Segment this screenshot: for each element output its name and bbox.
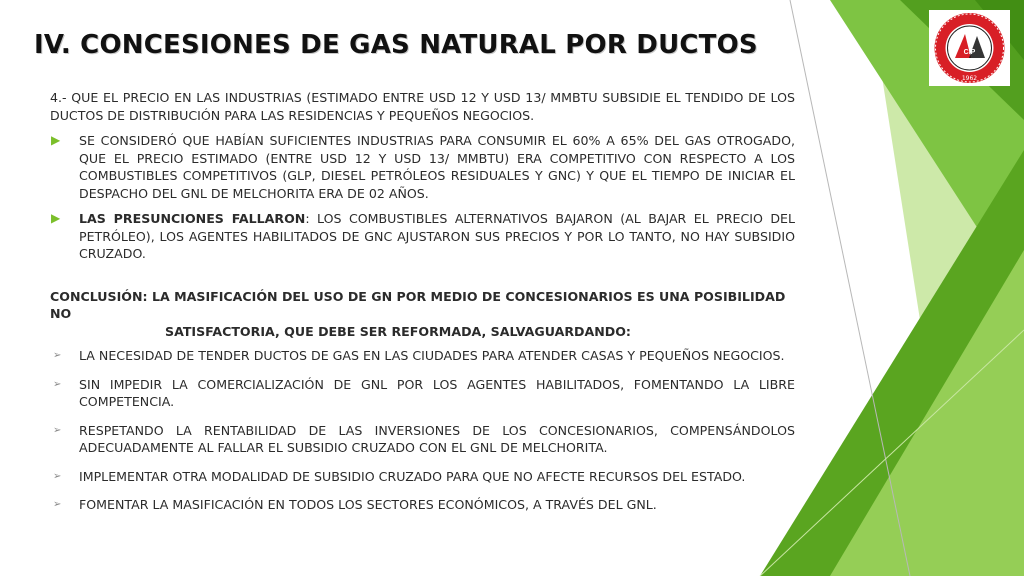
list-item-text: IMPLEMENTAR OTRA MODALIDAD DE SUBSIDIO CRUZADO PARA QUE NO AFECTE RECURSOS DEL ESTADO. xyxy=(79,468,746,484)
logo-monogram: CIP xyxy=(963,49,976,56)
triangle-bullet-icon: ▶ xyxy=(51,133,61,147)
list-item xyxy=(50,468,795,486)
logo-year: 1962 xyxy=(961,75,978,82)
conclusion-line-1: CONCLUSIÓN: LA MASIFICACIÓN DEL USO DE GN POR MEDIO DE CONCESIONARIOS ES UNA POSIBILIDAD NO xyxy=(50,288,786,321)
list-item-text: SIN IMPEDIR LA COMERCIALIZACIÓN DE GNL POR LOS AGENTES HABILITADOS, FOMENTANDO LA LIBRE COMPETENCIA. xyxy=(79,376,795,409)
slide-title: IV. CONCESIONES DE GAS NATURAL POR DUCTOS xyxy=(34,30,758,60)
conclusion-heading xyxy=(50,288,795,341)
list-item xyxy=(50,422,795,457)
list-item xyxy=(50,496,795,514)
triangle-bullet-icon: ▶ xyxy=(51,211,61,225)
bullet-text: SE CONSIDERÓ QUE HABÍAN SUFICIENTES INDUSTRIAS PARA CONSUMIR EL 60% A 65% DEL GAS OTROGADO, QUE EL PRECIO ESTIMADO (ENTRE USD 12 Y USD 13/ MMBTU) ERA COMPETITIVO CON RESPECTO A LOS COMBUSTIBLES COMPETITIVOS (GLP, DIESEL PETRÓLEOS RESIDUALES Y GNC) Y QUE EL TIEMPO DE INICIAR EL DESPACHO DEL GNL DE MELCHORITA ERA DE 02 AÑOS. xyxy=(79,133,795,201)
list-item xyxy=(50,376,795,411)
intro-paragraph: 4.- QUE EL PRECIO EN LAS INDUSTRIAS (ESTIMADO ENTRE USD 12 Y USD 13/ MMBTU SUBSIDIE EL TENDIDO DE LOS DUCTOS DE DISTRIBUCIÓN PARA LAS RESIDENCIAS Y PEQUEÑOS NEGOCIOS. xyxy=(50,90,795,123)
arrow-bullet-icon: ➢ xyxy=(53,470,62,482)
slide-body xyxy=(50,89,795,514)
bullet-text: : LOS COMBUSTIBLES ALTERNATIVOS BAJARON (AL BAJAR EL PRECIO DEL PETRÓLEO), LOS AGENTES HABILITADOS DE GNC AJUSTARON SUS PRECIOS Y POR LO TANTO, NO HAY SUBSIDIO CRUZADO. xyxy=(79,211,795,261)
list-item xyxy=(50,347,795,365)
conclusion-line-2: SATISFACTORIA, QUE DEBE SER REFORMADA, SALVAGUARDANDO: xyxy=(165,323,631,339)
bullet-bold-lead: LAS PRESUNCIONES FALLARON xyxy=(79,211,306,226)
list-item-text: RESPETANDO LA RENTABILIDAD DE LAS INVERSIONES DE LOS CONCESIONARIOS, COMPENSÁNDOLOS ADECUADAMENTE AL FALLAR EL SUBSIDIO CRUZADO CON EL GNL DE MELCHORITA. xyxy=(79,422,795,455)
cip-logo xyxy=(929,10,1010,86)
arrow-bullet-icon: ➢ xyxy=(53,424,62,436)
bullet-item xyxy=(50,132,795,202)
list-item-text: LA NECESIDAD DE TENDER DUCTOS DE GAS EN LAS CIUDADES PARA ATENDER CASAS Y PEQUEÑOS NEGOCIOS. xyxy=(79,348,785,363)
arrow-bullet-icon: ➢ xyxy=(53,378,62,390)
arrow-bullet-icon: ➢ xyxy=(53,350,62,361)
arrow-bullet-icon: ➢ xyxy=(53,499,62,510)
list-item-text: FOMENTAR LA MASIFICACIÓN EN TODOS LOS SECTORES ECONÓMICOS, A TRAVÉS DEL GNL. xyxy=(79,497,657,512)
bullet-item xyxy=(50,210,795,263)
